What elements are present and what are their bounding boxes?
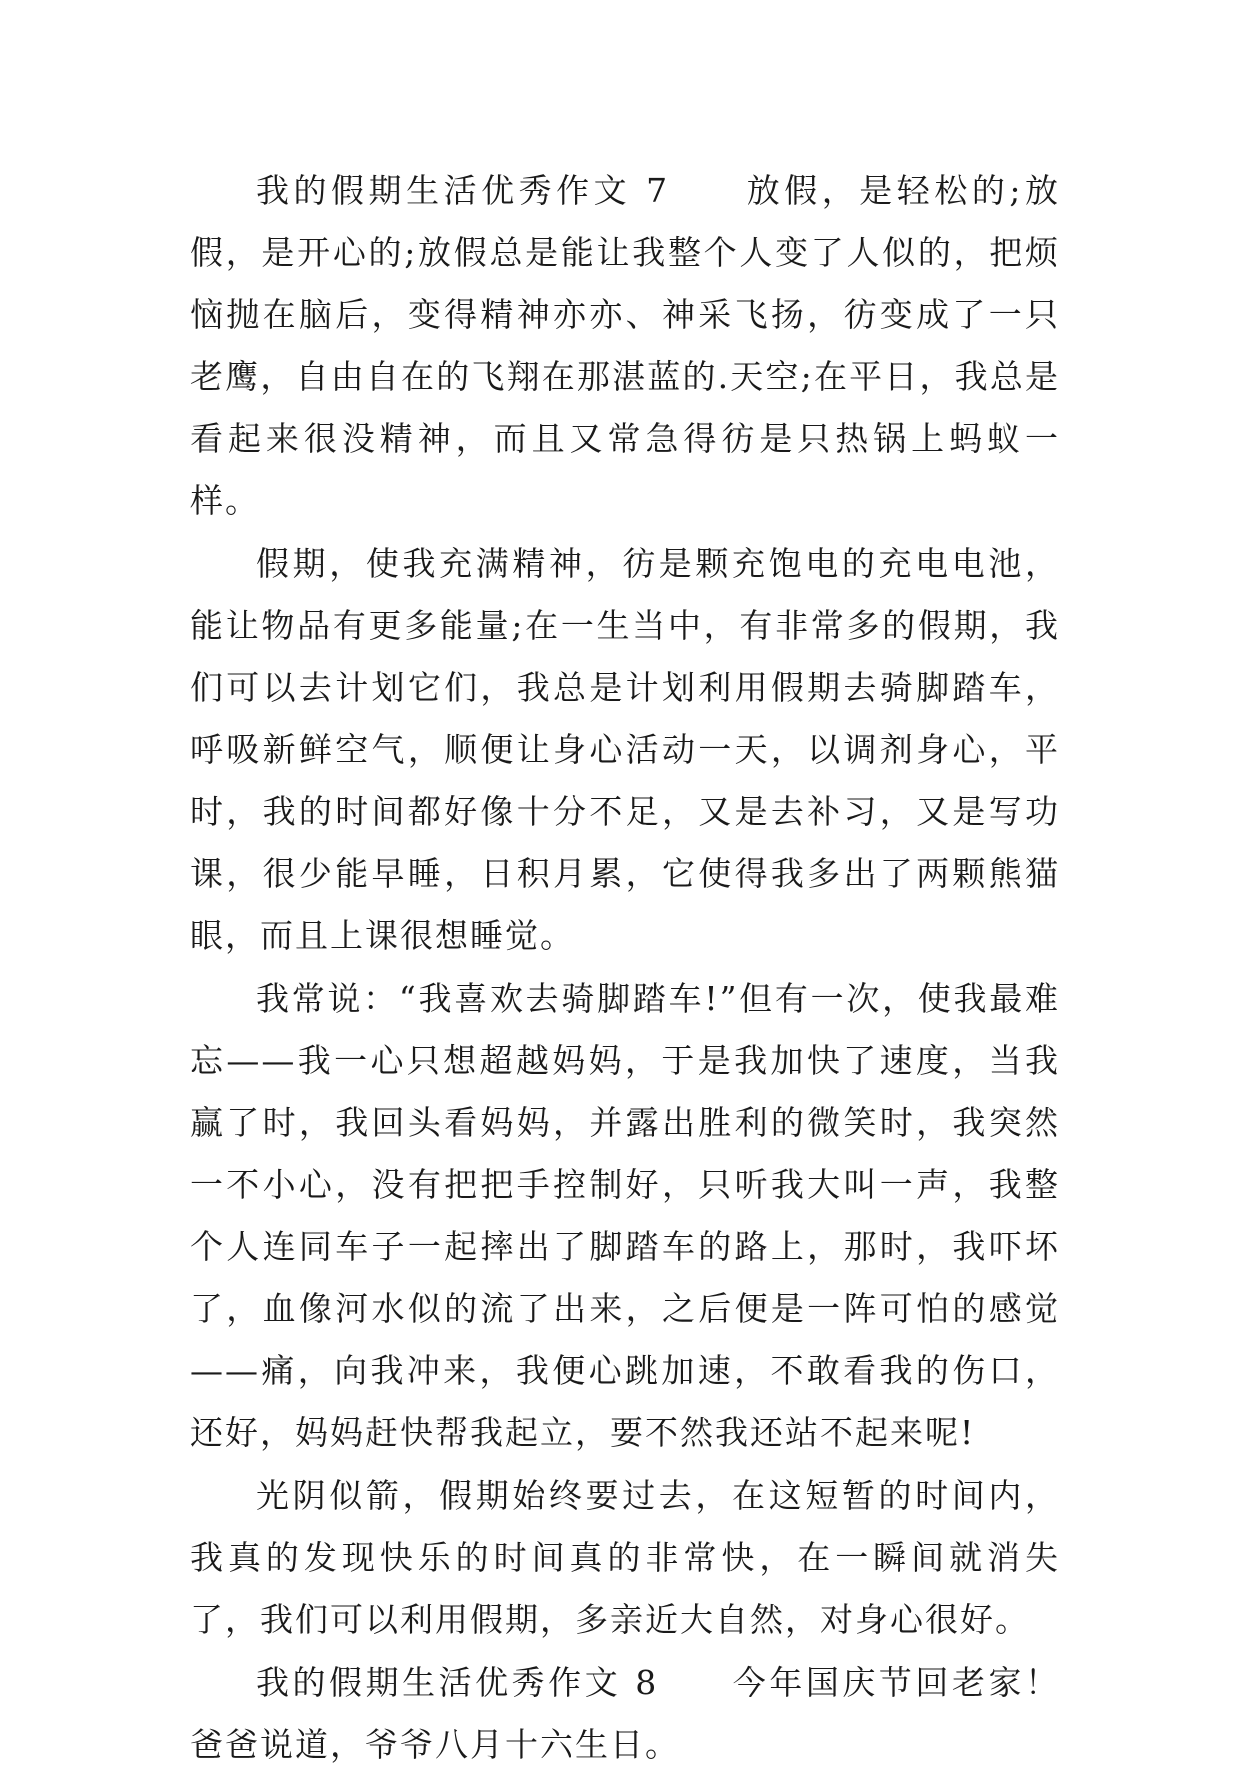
document-body xyxy=(190,160,1060,1777)
paragraph-5: 我的假期生活优秀作文 8 今年国庆节回老家！爸爸说道，爷爷八月十六生日。 xyxy=(190,1663,1060,1764)
paragraph-3: 我常说：“我喜欢去骑脚踏车!”但有一次，使我最难忘——我一心只想超越妈妈，于是我加快了速度，当我赢了时，我回头看妈妈，并露出胜利的微笑时，我突然一不小心，没有把把手控制好，只听我大叫一声，我整个人连同车子一起摔出了脚踏车的路上，那时，我吓坏了，血像河水似的流了出来，之后便是一阵可怕的感觉——痛，向我冲来，我便心跳加速，不敢看我的伤口，还好，妈妈赶快帮我起立，要不然我还站不起来呢! xyxy=(190,979,1060,1452)
paragraph-2: 假期，使我充满精神，彷是颗充饱电的充电电池，能让物品有更多能量;在一生当中，有非常多的假期，我们可以去计划它们，我总是计划利用假期去骑脚踏车，呼吸新鲜空气，顺便让身心活动一天，以调剂身心，平时，我的时间都好像十分不足，又是去补习，又是写功课，很少能早睡，日积月累，它使得我多出了两颗熊猫眼，而且上课很想睡觉。 xyxy=(190,544,1060,955)
paragraph-4: 光阴似箭，假期始终要过去，在这短暂的时间内，我真的发现快乐的时间真的非常快，在一瞬间就消失了，我们可以利用假期，多亲近大自然，对身心很好。 xyxy=(190,1476,1060,1639)
paragraph-1: 我的假期生活优秀作文 7 放假，是轻松的;放假，是开心的;放假总是能让我整个人变了人似的，把烦恼抛在脑后，变得精神亦亦、神采飞扬，彷变成了一只老鹰，自由自在的飞翔在那湛蓝的.天空;在平日，我总是看起来很没精神，而且又常急得彷是只热锅上蚂蚁一样。 xyxy=(190,171,1060,520)
